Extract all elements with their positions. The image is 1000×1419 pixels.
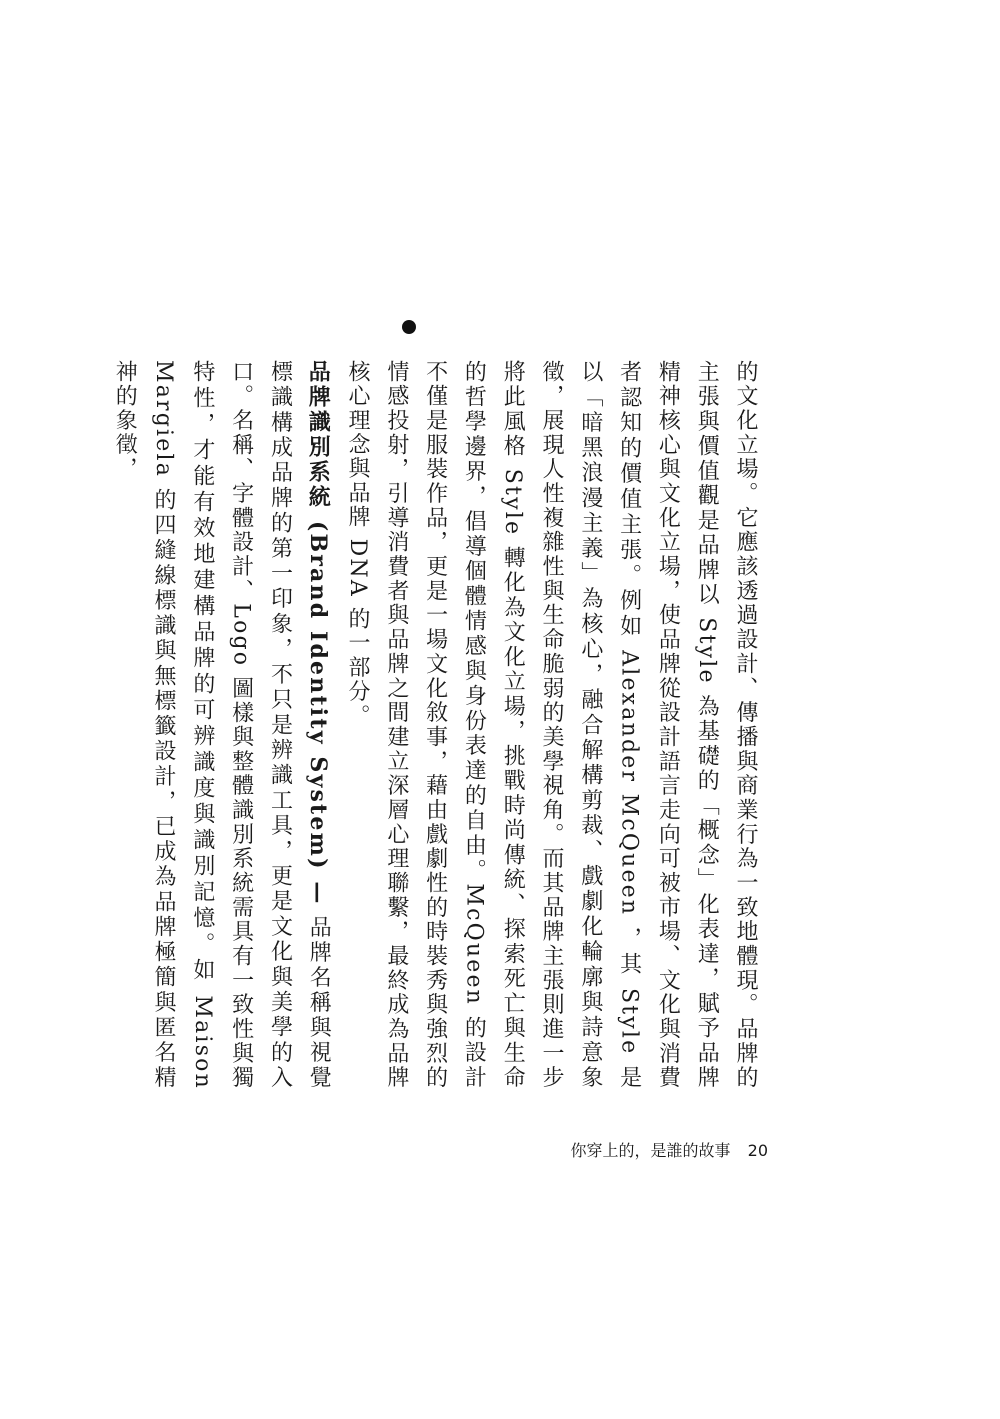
page-number: 20 xyxy=(747,1141,768,1160)
paragraph-text: 品牌名稱與視覺標識構成品牌的第一印象，不只是辨識工具，更是文化與美學的入口。名稱、字體設計、Logo 圖樣與整體識別系統需具有一致性與獨特性，才能有效地建構品牌的可辨識度與識別記憶。如 Maison Margiela 的四縫線標識與無標籤設計，已成為品牌極簡與匿名精神的象徵， xyxy=(112,360,332,1090)
paragraph-text: 的文化立場。它應該透過設計、傳播與商業行為一致地體現。品牌的主張與價值觀是品牌以 Style 為基礎的「概念」化表達，賦予品牌精神核心與文化立場，使品牌從設計語言走向可被市場、文化與消費者認知的價值主張。例如 Alexander McQueen ，其 Style 是以「暗黑浪漫主義」為核心，融合解構剪裁、戲劇化輪廓與詩意象徵，展現人性複雜性與生命脆弱的美學視角。而其品牌主張則進一步將此風格 Style 轉化為文化立場，挑戰時尚傳統、探索死亡與生命的哲學邊界，倡導個體情感與身份表達的自由。McQueen 的設計不僅是服裝作品，更是一場文化敘事，藉由戲劇性的時裝秀與強烈的情感投射，引導消費者與品牌之間建立深層心理聯繫，最終成為品牌核心理念與品牌 DNA 的一部分。 xyxy=(345,360,758,1090)
paragraph-brand-identity-system xyxy=(104,360,337,1090)
section-heading-brand-identity-system: 品牌識別系統 (Brand Identity System) — xyxy=(305,360,332,906)
running-book-title: 你穿上的，是誰的故事 xyxy=(570,1141,731,1160)
page-footer xyxy=(571,1138,768,1161)
vertical-text-body xyxy=(104,360,764,1090)
paragraph-brand-proposition xyxy=(337,360,764,1090)
bullet-marker xyxy=(402,320,416,334)
